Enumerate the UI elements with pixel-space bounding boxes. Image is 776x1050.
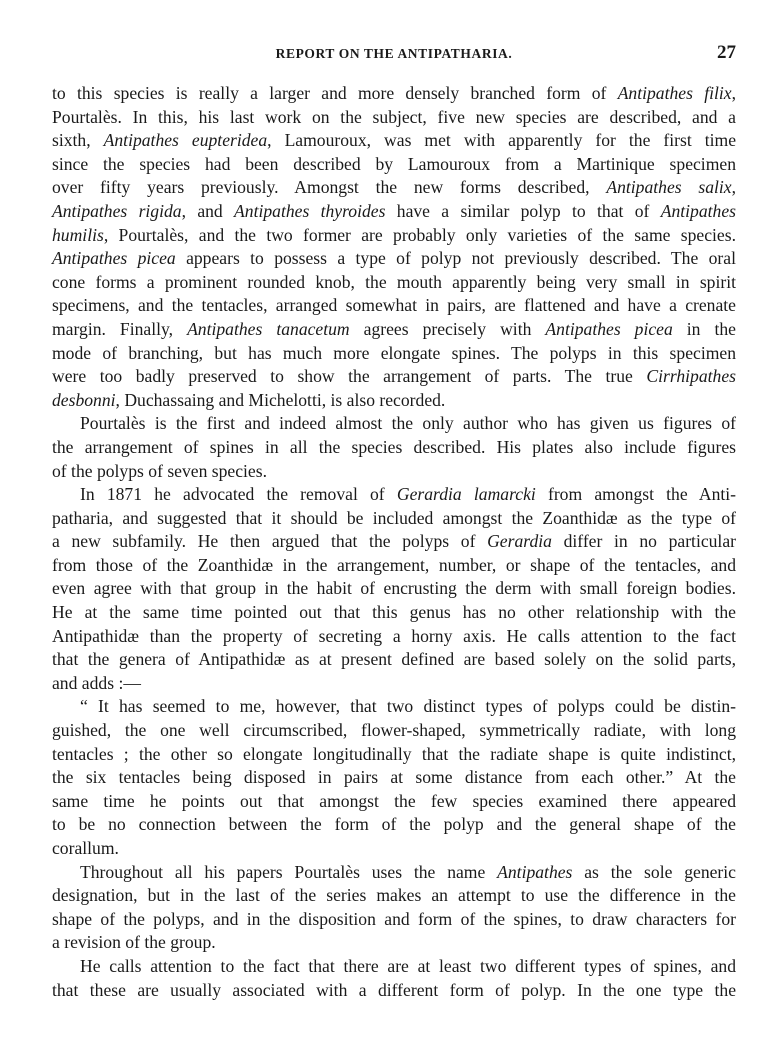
text-line (52, 436, 736, 460)
text-segment: the six tentacles being disposed in pairs at some distance from each other.” At the (52, 767, 736, 788)
text-segment: sixth, (52, 130, 104, 151)
text-line (52, 672, 736, 696)
text-line (52, 200, 736, 224)
text-segment: patharia, and suggested that it should be included amongst the Zoanthidæ as the type of (52, 507, 736, 528)
text-segment: designation, but in the last of the series makes an attempt to use the difference in the (52, 885, 736, 906)
text-line (52, 908, 736, 932)
text-line (52, 837, 736, 861)
text-line (52, 861, 736, 885)
text-segment: He at the same time pointed out that this genus has no other relationship with the (52, 602, 736, 623)
italic-taxon-name: Antipathes eupteridea (103, 130, 268, 151)
text-line (52, 82, 736, 106)
text-segment: guished, the one well circumscribed, flower-shaped, symmetrically radiate, with long (52, 720, 736, 741)
text-line (52, 507, 736, 531)
text-segment: tentacles ; the other so elongate longitudinally that the radiate shape is quite indistinct, (52, 743, 736, 764)
text-line (52, 625, 736, 649)
running-title: REPORT ON THE ANTIPATHARIA. (275, 46, 513, 61)
text-segment: , Pourtalès, and the two former are probably only varieties of the same species. (103, 224, 736, 245)
italic-taxon-name: desbonni (52, 389, 116, 410)
text-segment: specimens, and the tentacles, arranged somewhat in pairs, are flattened and have a crenate (52, 295, 736, 316)
text-line (52, 530, 736, 554)
text-segment: as the sole generic (572, 861, 736, 882)
text-line (52, 106, 736, 130)
text-line (52, 601, 736, 625)
text-line (52, 743, 736, 767)
text-segment: corallum. (52, 838, 119, 858)
italic-taxon-name: Gerardia lamarcki (396, 484, 536, 505)
text-segment: , and (181, 200, 235, 221)
italic-taxon-name: Antipathes tanacetum (187, 318, 350, 339)
text-segment: Pourtalès. In this, his last work on the subject, five new species are described, and a (52, 106, 736, 127)
text-segment: to this species is really a larger and more densely branched form of (52, 83, 618, 103)
text-line (52, 247, 736, 271)
text-segment: , Duchassaing and Michelotti, is also recorded. (115, 389, 446, 410)
text-segment: Throughout all his papers Pourtalès uses the name (80, 861, 498, 882)
text-segment: have a similar polyp to that of (385, 200, 661, 221)
text-segment: that the genera of Antipathidæ as at present defined are based solely on the solid parts, (52, 649, 736, 670)
text-segment: “ It has seemed to me, however, that two distinct types of polyps could be distin- (80, 696, 736, 717)
text-line (52, 365, 736, 389)
text-line (52, 766, 736, 790)
body-text (52, 82, 736, 1002)
italic-taxon-name: Antipathes picea (52, 248, 176, 269)
text-segment: agrees precisely with (349, 318, 546, 339)
italic-taxon-name: Antipathes salix (606, 177, 732, 198)
text-line (52, 483, 736, 507)
text-line (52, 318, 736, 342)
text-line (52, 931, 736, 955)
text-line (52, 294, 736, 318)
text-segment: from those of the Zoanthidæ in the arrangement, number, or shape of the tentacles, and (52, 554, 736, 575)
text-line (52, 884, 736, 908)
text-segment: mode of branching, but has much more elongate spines. The polyps in this specimen (52, 342, 736, 363)
text-segment: over fifty years previously. Amongst the new forms described, (52, 177, 607, 198)
page-number: 27 (717, 42, 736, 63)
text-segment: margin. Finally, (52, 318, 188, 339)
text-segment: , Lamouroux, was met with apparently for the first time (267, 130, 737, 151)
text-segment: since the species had been described by Lamouroux from a Martinique specimen (52, 153, 736, 174)
text-line (52, 813, 736, 837)
text-segment: were too badly preserved to show the arrangement of parts. The true (52, 366, 647, 387)
text-segment: same time he points out that amongst the few species examined there appeared (52, 790, 736, 811)
text-line (52, 577, 736, 601)
italic-taxon-name: Antipathes picea (545, 318, 673, 339)
text-line (52, 129, 736, 153)
italic-taxon-name: Antipathes (497, 861, 573, 882)
text-segment: that these are usually associated with a different form of polyp. In the one type the (52, 979, 736, 1000)
italic-taxon-name: Antipathes filix (617, 83, 732, 103)
text-segment: to be no connection between the form of the polyp and the general shape of the (52, 814, 736, 835)
text-segment: of the polyps of seven species. (52, 460, 267, 481)
text-segment: in the (672, 318, 736, 339)
text-line (52, 979, 736, 1003)
text-segment: Pourtalès is the first and indeed almost the only author who has given us figures of (80, 413, 736, 434)
text-segment: Antipathidæ than the property of secreting a horny axis. He calls attention to the fact (52, 625, 736, 646)
text-segment: a new subfamily. He then argued that the polyps of (52, 531, 488, 552)
italic-taxon-name: Antipathes rigida (52, 200, 182, 221)
italic-taxon-name: Cirrhipathes (646, 366, 736, 387)
italic-taxon-name: humilis (52, 224, 104, 245)
text-segment: from amongst the Anti- (535, 484, 737, 505)
text-segment: cone forms a prominent rounded knob, the mouth apparently being very small in spirit (52, 271, 736, 292)
text-line (52, 719, 736, 743)
italic-taxon-name: Antipathes thyroides (234, 200, 386, 221)
text-line (52, 648, 736, 672)
text-segment: In 1871 he advocated the removal of (80, 484, 397, 505)
text-line (52, 342, 736, 366)
text-line (52, 554, 736, 578)
italic-taxon-name: Antipathes (660, 200, 736, 221)
text-line (52, 695, 736, 719)
page-header (52, 44, 736, 66)
text-line (52, 412, 736, 436)
text-line (52, 271, 736, 295)
italic-taxon-name: Gerardia (487, 531, 552, 552)
text-segment: appears to possess a type of polyp not previously described. The oral (175, 248, 736, 269)
text-line (52, 955, 736, 979)
text-segment: even agree with that group in the habit of encrusting the derm with small foreign bodies. (52, 578, 736, 599)
text-segment: , (731, 83, 737, 103)
text-segment: differ in no particular (551, 531, 736, 552)
text-line (52, 790, 736, 814)
text-segment: , (731, 177, 737, 198)
text-segment: a revision of the group. (52, 932, 216, 953)
text-segment: the arrangement of spines in all the species described. His plates also include figures (52, 436, 736, 457)
text-line (52, 224, 736, 248)
text-line (52, 153, 736, 177)
text-segment: and adds :— (52, 672, 141, 693)
text-line (52, 460, 736, 484)
text-line (52, 389, 736, 413)
text-segment: shape of the polyps, and in the disposition and form of the spines, to draw characters for (52, 908, 736, 929)
text-line (52, 176, 736, 200)
text-segment: He calls attention to the fact that there are at least two different types of spines, and (80, 955, 736, 976)
